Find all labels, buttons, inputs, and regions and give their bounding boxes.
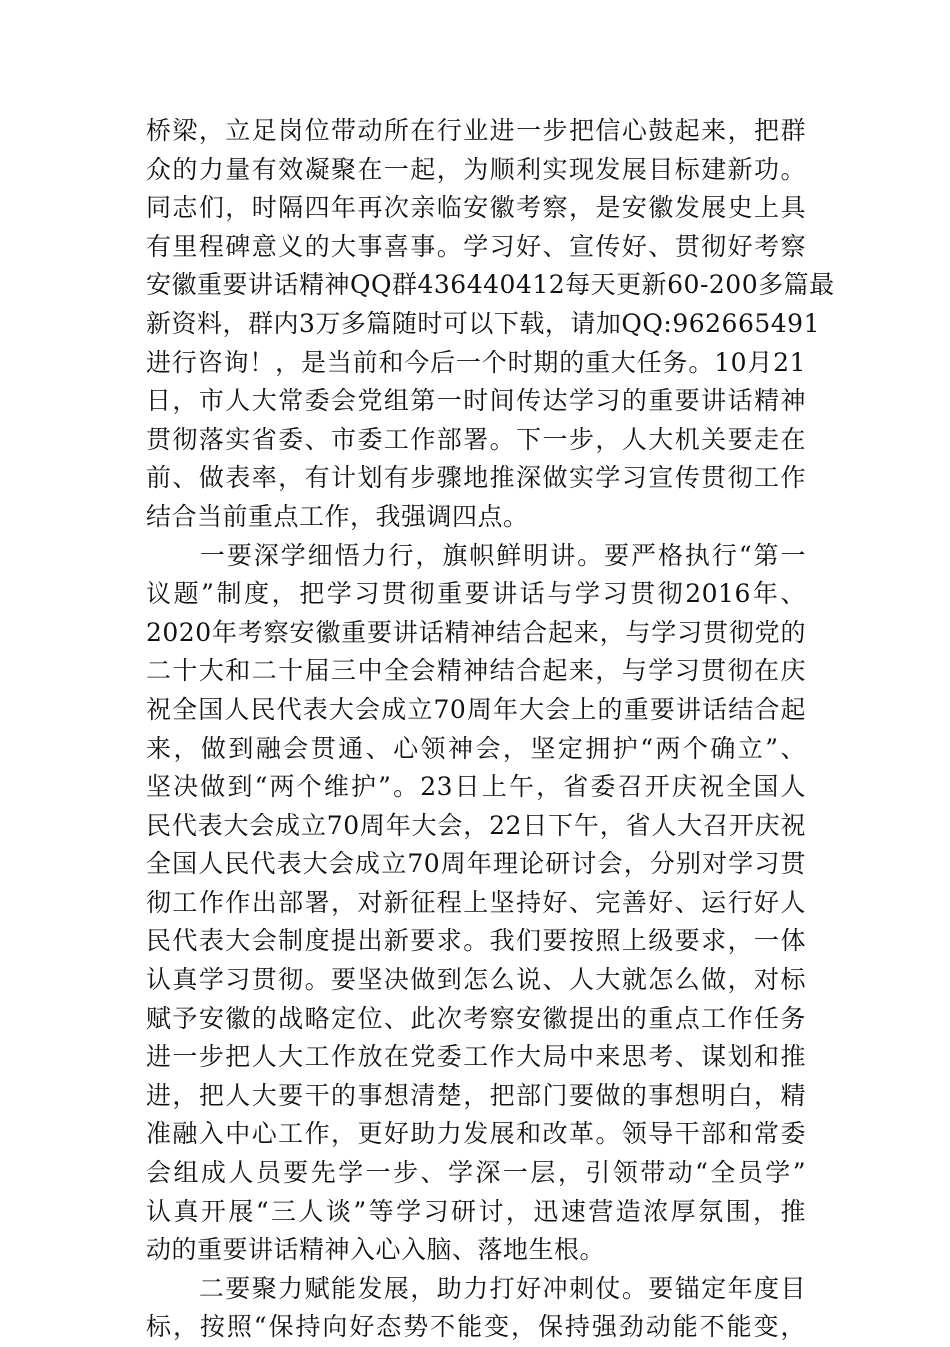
- text-line: 2020年考察安徽重要讲话精神结合起来，与学习贯彻党的: [146, 617, 806, 647]
- text-line: 民代表大会制度提出新要求。我们要按照上级要求，一体: [146, 926, 806, 956]
- document-body: [146, 112, 835, 1347]
- text-line: 来，做到融会贯通、心领神会，坚定拥护“两个确立”、: [146, 733, 806, 763]
- text-line: 民代表大会成立70周年大会，22日下午，省人大召开庆祝: [146, 810, 806, 840]
- text-line: 认真开展“三人谈”等学习研讨，迅速营造浓厚氛围，推: [146, 1196, 806, 1226]
- text-line: 坚决做到“两个维护”。23日上午，省委召开庆祝全国人: [146, 772, 806, 802]
- text-line: 进一步把人大工作放在党委工作大局中来思考、谋划和推: [146, 1042, 806, 1072]
- text-line: 标，按照“保持向好态势不能变，保持强劲动能不能变，: [146, 1312, 806, 1342]
- text-line: 议题”制度，把学习贯彻重要讲话与学习贯彻2016年、: [146, 579, 806, 609]
- text-line: 赋予安徽的战略定位、此次考察安徽提出的重点工作任务: [146, 1003, 806, 1033]
- text-line: 全国人民代表大会成立70周年理论研讨会，分别对学习贯: [146, 849, 806, 879]
- text-line: 彻工作作出部署，对新征程上坚持好、完善好、运行好人: [146, 887, 806, 917]
- text-line: 祝全国人民代表大会成立70周年大会上的重要讲话结合起: [146, 694, 806, 724]
- text-line: 会组成人员要先学一步、学深一层，引领带动“全员学”: [146, 1158, 806, 1188]
- text-line: 认真学习贯彻。要坚决做到怎么说、人大就怎么做，对标: [146, 965, 806, 995]
- text-line: 进行咨询！，是当前和今后一个时期的重大任务。10月21: [146, 347, 806, 377]
- text-line: 安徽重要讲话精神QQ群436440412每天更新60-200多篇最: [146, 270, 835, 300]
- text-line: 日，市人大常委会党组第一时间传达学习的重要讲话精神: [146, 386, 806, 416]
- text-line: 有里程碑意义的大事喜事。学习好、宣传好、贯彻好考察: [146, 231, 806, 261]
- text-line: 新资料，群内3万多篇随时可以下载，请加QQ:962665491: [146, 308, 820, 338]
- text-line: 动的重要讲话精神入心入脑、落地生根。: [146, 1235, 606, 1265]
- text-line: 同志们，时隔四年再次亲临安徽考察，是安徽发展史上具: [146, 193, 806, 223]
- text-line: 贯彻落实省委、市委工作部署。下一步，人大机关要走在: [146, 424, 806, 454]
- text-line: 桥梁，立足岗位带动所在行业进一步把信心鼓起来，把群: [146, 116, 806, 145]
- text-line: 进，把人大要干的事想清楚，把部门要做的事想明白，精: [146, 1080, 806, 1110]
- text-line: 结合当前重点工作，我强调四点。: [146, 501, 529, 531]
- text-line: 二要聚力赋能发展，助力打好冲刺仗。要锚定年度目: [146, 1273, 806, 1303]
- text-line: 二十大和二十届三中全会精神结合起来，与学习贯彻在庆: [146, 656, 806, 686]
- text-line: 准融入中心工作，更好助力发展和改革。领导干部和常委: [146, 1119, 806, 1149]
- text-line: 众的力量有效凝聚在一起，为顺利实现发展目标建新功。: [146, 154, 806, 184]
- text-line: 前、做表率，有计划有步骤地推深做实学习宣传贯彻工作: [146, 463, 806, 493]
- text-line: 一要深学细悟力行，旗帜鲜明讲。要严格执行“第一: [146, 540, 806, 570]
